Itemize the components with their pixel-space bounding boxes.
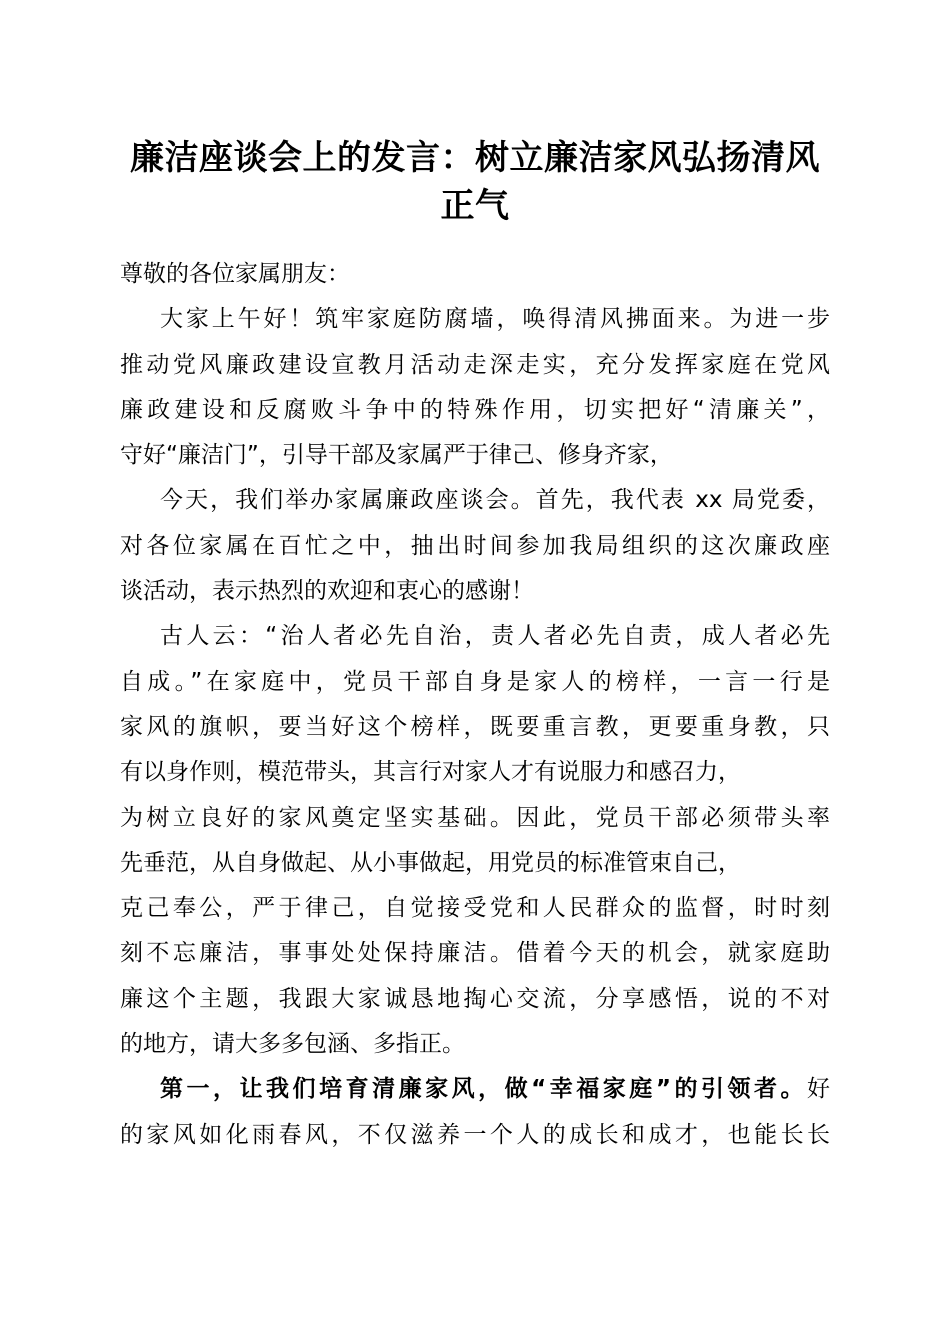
paragraph-line: 的地方，请大多多包涵、多指正。 [120, 1031, 465, 1058]
paragraph-lead-tail: 好 [807, 1076, 830, 1103]
paragraph-line: 廉这个主题，我跟大家诚恳地掏心交流，分享感悟，说的不对 [120, 985, 830, 1012]
paragraph-line: 刻不忘廉洁，事事处处保持廉洁。借着今天的机会，就家庭助 [120, 940, 830, 967]
paragraph-line: 自成。”在家庭中，党员干部自身是家人的榜样，一言一行是 [120, 668, 830, 695]
paragraph-first-line [120, 1067, 830, 1112]
paragraph-line: 守好“廉洁门”，引导干部及家属严于律己、修身齐家， [120, 442, 673, 469]
paragraph-1 [120, 297, 830, 478]
title-line-1: 廉洁座谈会上的发言：树立廉洁家风弘扬清风 [130, 138, 820, 178]
salutation: 尊敬的各位家属朋友： [120, 261, 350, 287]
paragraph-4 [120, 1067, 830, 1158]
paragraph-line: 廉政建设和反腐败斗争中的特殊作用，切实把好“清廉关”， [120, 396, 830, 423]
paragraph-2 [120, 478, 830, 614]
paragraph-line: 有以身作则，模范带头，其言行对家人才有说服力和感召力， [120, 759, 741, 786]
document-body [120, 252, 830, 1158]
paragraph-line: 古人云：“治人者必先自治，责人者必先自责，成人者必先 [160, 623, 830, 650]
paragraph-line: 的家风如化雨春风，不仅滋养一个人的成长和成才，也能长长 [120, 1121, 830, 1148]
paragraph-line: 克己奉公，严于律己，自觉接受党和人民群众的监督，时时刻 [120, 895, 830, 922]
paragraph-lead-heading: 第一，让我们培育清廉家风，做“幸福家庭”的引领者。 [160, 1076, 807, 1103]
paragraph-line: 谈活动，表示热烈的欢迎和衷心的感谢！ [120, 578, 534, 605]
paragraph-line: 大家上午好！筑牢家庭防腐墙，唤得清风拂面来。为进一步 [160, 306, 830, 333]
paragraph-line: 推动党风廉政建设宣教月活动走深走实，充分发挥家庭在党风 [120, 351, 830, 378]
title-line-2: 正气 [440, 186, 510, 226]
paragraph-line: 先垂范，从自身做起、从小事做起，用党员的标准管束自己， [120, 849, 741, 876]
paragraph-line: 为树立良好的家风奠定坚实基础。因此，党员干部必须带头率 [120, 804, 830, 831]
paragraph-line: 家风的旗帜，要当好这个榜样，既要重言教，更要重身教，只 [120, 713, 830, 740]
paragraph-3 [120, 614, 830, 1067]
paragraph-line: 对各位家属在百忙之中，抽出时间参加我局组织的这次廉政座 [120, 532, 830, 559]
document-title [110, 134, 840, 230]
paragraph-line: 今天，我们举办家属廉政座谈会。首先，我代表 xx 局党委， [160, 487, 830, 514]
